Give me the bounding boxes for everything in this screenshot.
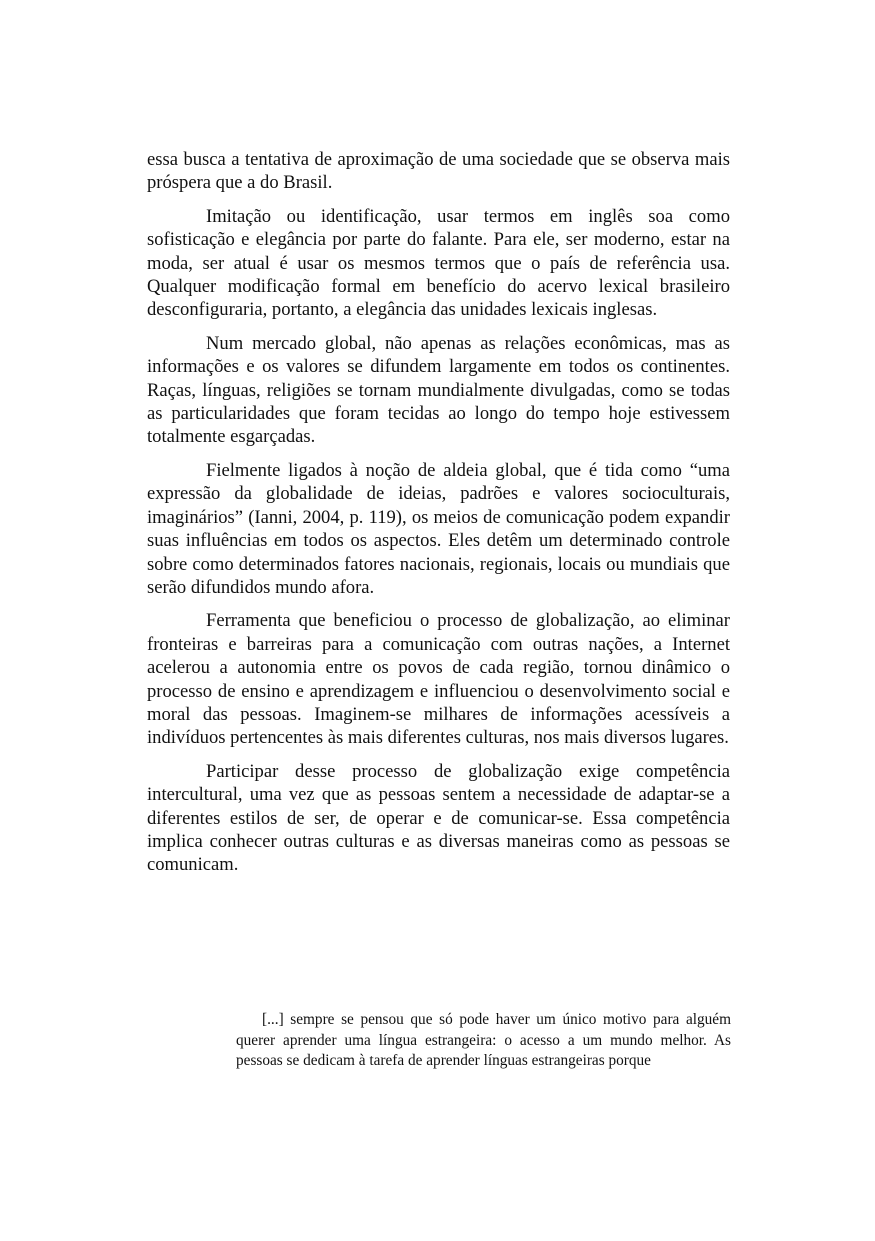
paragraph-internet: Ferramenta que beneficiou o processo de globalização, ao eliminar fronteiras e barreiras para a comunicação com outras nações, a Internet acelerou a autonomia entre os povos de cada região, tornou dinâmico o processo de ensino e aprendizagem e influenciou o desenvolvimento social e moral das pessoas. Imaginem-se milhares de informações acessíveis a indivíduos pertencentes às mais diferentes culturas, nos mais diversos lugares. <box>147 610 730 749</box>
paragraph-mercado-global: Num mercado global, não apenas as relações econômicas, mas as informações e os valores se difundem largamente em todos os continentes. Raças, línguas, religiões se tornam mundialmente divulgadas, como se todas as particularidades que foram tecidas ao longo do tempo hoje estivessem totalmente esgarçadas. <box>147 332 730 448</box>
paragraph-aldeia-global: Fielmente ligados à noção de aldeia global, que é tida como “uma expressão da globalidade de ideias, padrões e valores socioculturais, imaginários” (Ianni, 2004, p. 119), os meios de comunicação podem expandir suas influências em todos os aspectos. Eles detêm um determinado controle sobre como determinados fatores nacionais, regionais, locais ou mundiais que serão difundidos mundo afora. <box>147 459 730 598</box>
paragraph-competencia: Participar desse processo de globalização exige competência intercultural, uma vez que as pessoas sentem a necessidade de adaptar-se a diferentes estilos de ser, de operar e de comunicar-se. Essa competência implica conhecer outras culturas e as diversas maneiras como as pessoas se comunicam. <box>147 760 730 876</box>
paragraph-imitacao: Imitação ou identificação, usar termos em inglês soa como sofisticação e elegância por parte do falante. Para ele, ser moderno, estar na moda, ser atual é usar os mesmos termos que o país de referência usa. Qualquer modificação formal em benefício do acervo lexical brasileiro desconfiguraria, portanto, a elegância das unidades lexicais inglesas. <box>147 205 730 321</box>
paragraph-continuation: essa busca a tentativa de aproximação de uma sociedade que se observa mais próspera que a do Brasil. <box>147 149 730 194</box>
block-quote <box>236 1010 731 1072</box>
body-text <box>147 148 730 887</box>
block-quote-text: [...] sempre se pensou que só pode haver um único motivo para alguém querer aprender uma língua estrangeira: o acesso a um mundo melhor. As pessoas se dedicam à tarefa de aprender línguas estrangeiras porque <box>236 1011 731 1069</box>
